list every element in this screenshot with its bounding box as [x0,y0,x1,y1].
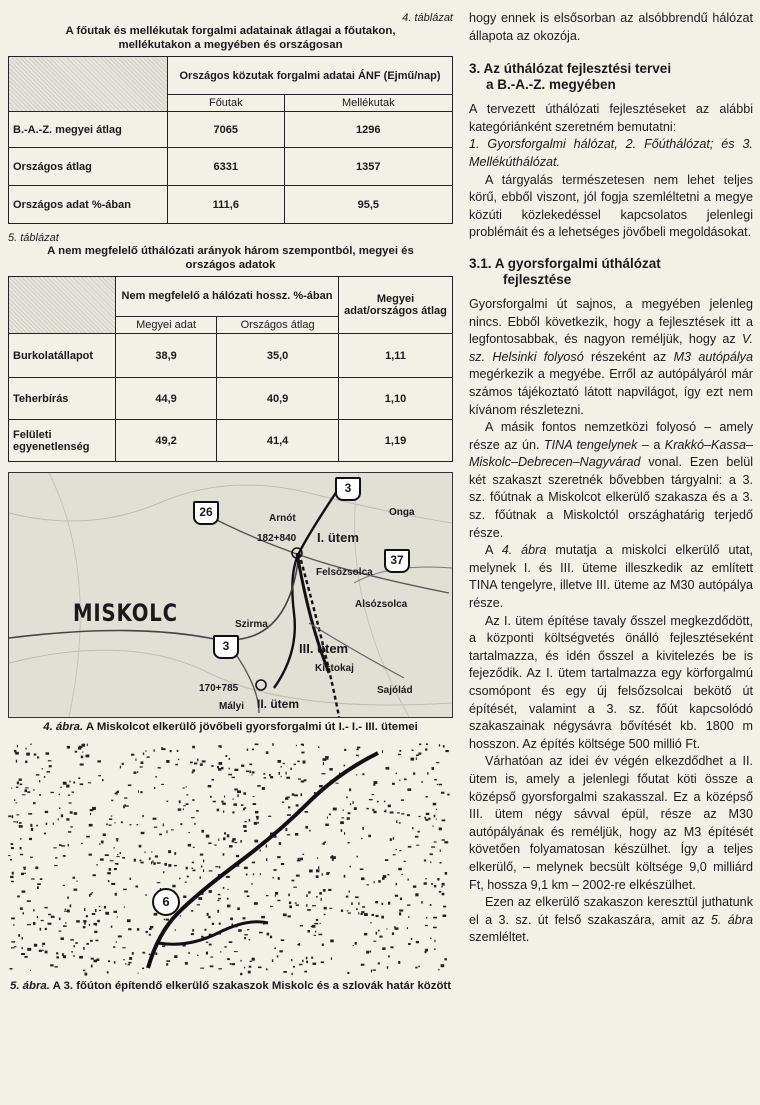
paragraph: Az I. ütem építése tavaly ősszel megkezdődött, a központi költségvetés önálló fejlesztéseként tartalmazza, és idén ősszel a kivitelezés be is fejeződik. Az I. ütem tartalmazza egy körforgalmú csomópont és egy új felsőzsolcai bekötő út építését, valamint a 3. sz. főút kapcsolódó szakaszainak négysávra bővítését kb. 1800 m hosszon. Az építés költsége 500 millió Ft. [469,613,753,751]
table4-title: A főutak és mellékutak forgalmi adatainak átlagai a főutakon, mellékutakon a megyében és országosan [65,25,396,51]
table5-label: 5. táblázat [8,232,59,244]
paragraph [469,894,753,947]
table5-cell: 41,4 [217,420,339,462]
table4-corner [9,57,168,112]
figure4-map [8,472,453,718]
table4-cell: 95,5 [284,186,452,224]
left-column [8,12,453,993]
figure4-text: A Miskolcot elkerülő jövőbeli gyorsforgalmi út I.- I.- III. ütemei [85,721,418,733]
table4-row-label: Országos adat %-ában [9,186,168,224]
map-label-km: 170+785 [199,683,239,694]
table4-col-header: Főutak [168,95,285,112]
figure4-map-drawing [9,473,452,717]
text-italic: 4. ábra [501,543,547,558]
table4-cell: 1357 [284,148,452,186]
paragraph [469,419,753,542]
table-row [9,148,453,186]
paragraph [469,542,753,612]
table4-cell: 1296 [284,112,452,148]
map-label-malyi: Mályi [219,701,245,712]
text: szemléltet. [469,930,530,945]
map-label-etap1: I. ütem [317,530,359,545]
text-italic: 5. ábra [710,912,753,927]
map-label-kistokaj: Kistokaj [315,663,354,674]
paragraph: A tárgyalás természetesen nem lehet teljes körű, ebből viszont, jól fogja szemléltetni a megye közúti közlekedéssel kapcsolatos jelenlegi problémáit és a lehetséges jövőbeli megoldásokat. [469,172,753,240]
text: Ezen az elkerülő szakaszon keresztül juthatunk el a 3. sz. út felső szakaszára, amit az [469,895,753,927]
table5-cell: 1,10 [339,378,453,420]
text: vonal. Ezen belül két szakaszt szeretnék bővebben tárgyalni: a 3. sz. főútnak a Miskolcot elkerülő szakasza és a 3. sz. főútnak a Miskolctól országhatárig terjedő része. [469,455,753,540]
table4-row-label: B.-A.-Z. megyei átlag [9,112,168,148]
table5-cell: 40,9 [217,378,339,420]
figure5-caption [8,980,453,994]
paragraph-list [469,136,753,171]
map-label-szirma: Szirma [235,619,268,630]
text-italic: Krakkó–Kassa–Miskolc–Debrecen–Nagyvárad [469,437,754,470]
map-label-onga: Onga [389,507,415,518]
table5-col-header: Megyei adat [116,316,217,334]
section-heading-line: 3.1. A gyorsforgalmi úthálózat [469,255,661,271]
text: A [485,543,502,558]
road-shield-26: 26 [193,501,219,525]
table4-label: 4. táblázat [402,12,453,24]
paragraph [469,296,753,419]
map-label-etap2: II. ütem [257,697,300,711]
right-column [469,10,753,947]
figure5-number: 5. ábra. [9,979,50,992]
road-shield-3: 3 [213,635,239,659]
road-shield-37: 37 [384,549,410,573]
table5 [8,276,453,462]
map-label-etap3: III. ütem [299,641,349,656]
map-label-felsozsolca: Felsőzsolca [316,567,373,578]
map-label-arnot: Arnót [269,513,296,524]
table-row [9,186,453,224]
table4 [8,56,453,224]
paragraph: Várhatóan az idei év végén elkezdődhet a II. ütem is, amely a jelenlegi főutat köti össze a középső gyorsforgalmi szakasszal. Ez a középső III. ütem négy sávval épül, része az M30 autópályának és reméljük, hogy az M3 építését követően folyamatosan készülhet. Így a teljes elkerülő, – melynek becsült költsége 9,0 milliárd Ft, hossza 9,1 km – 2002-re elkészülhet. [469,754,753,892]
table5-cell: 1,11 [339,334,453,378]
figure5-map [8,743,453,978]
text-italic: TINA tengelynek [543,437,638,452]
figure4-number: 4. ábra. [43,721,84,733]
map-label-sajolad: Sajólád [377,685,413,696]
section-heading [469,61,753,93]
text: részeként az [583,349,674,364]
table-row [9,112,453,148]
section-heading-line: fejlesztése [503,271,572,287]
table5-cell: 44,9 [116,378,217,420]
figure5-text: A 3. főúton építendő elkerülő szakaszok Miskolc és a szlovák határ között [52,979,451,992]
table4-group-header: Országos közutak forgalmi adatai ÁNF (Ejmű/nap) [168,57,453,95]
table5-title: A nem megfelelő úthálózati arányok három szempontból, megyei és országos adatok [47,245,414,271]
table4-cell: 7065 [168,112,285,148]
paragraph: A tervezett úthálózati fejlesztéseket az alábbi kategóriánként szeretném bemutatni: [469,102,753,134]
table5-ratio-header: Megyei adat/országos átlag [339,277,453,334]
table4-row-label: Országos átlag [9,148,168,186]
text: – a [637,437,665,452]
text-italic: V. sz. Helsinki folyosó [469,332,753,364]
section-heading-line: a B.-A.-Z. megyében [486,77,616,93]
table5-cell: 49,2 [116,420,217,462]
table5-col-header: Országos átlag [217,316,339,334]
map-label-km: 182+840 [257,533,297,544]
text: mutatja a miskolci elkerülő utat, melynek I. és III. üteme illeszkedik az említett TINA tengelyre, illetve III. üteme az M30 autópálya része. [469,543,753,611]
text: A másik fontos nemzetközi folyosó – amely része az ún. [469,420,753,452]
figure4-caption [8,721,453,735]
table-row [9,378,453,420]
paragraph: hogy ennek is elsősorban az alsóbbrendű hálózat állapota az okozója. [469,11,753,43]
road-shield-3: 3 [335,477,361,501]
section-heading-line: 3. Az úthálózat fejlesztési tervei [469,61,672,77]
category-list: 1. Gyorsforgalmi hálózat, 2. Főúthálózat; és 3. Mellékúthálózat. [469,137,753,169]
table5-corner [9,277,116,334]
table-row [9,334,453,378]
map-label-city: MISKOLC [73,599,178,627]
text-italic: M3 autópálya [673,349,753,364]
table5-row-label: Teherbírás [9,378,116,420]
text: Gyorsforgalmi út sajnos, a megyében jelenleg nincs. Ebből következik, hogy a fejlesztések itt a legfontosabbak, és nagyon reméljük, hogy az [469,296,753,347]
table5-row-label: Felületi egyenetlenség [9,420,116,462]
table-row [9,420,453,462]
road-shield-6: 6 [152,888,180,916]
table5-cell: 38,9 [116,334,217,378]
table5-cell: 1,19 [339,420,453,462]
map-label-alsozsolca: Alsózsolca [355,599,408,610]
table5-row-label: Burkolatállapot [9,334,116,378]
text: megérkezik a megyébe. Erről az autópályáról már számos tájékoztató látott napvilágot, így ezt nem kívánom részletezni. [469,367,753,417]
table4-col-header: Mellékutak [284,95,452,112]
table5-group-header: Nem megfelelő a hálózati hossz. %-ában [116,277,339,317]
table5-cell: 35,0 [217,334,339,378]
figure5-map-drawing [8,743,453,978]
section-heading [469,256,753,288]
table4-cell: 111,6 [168,186,285,224]
table4-cell: 6331 [168,148,285,186]
